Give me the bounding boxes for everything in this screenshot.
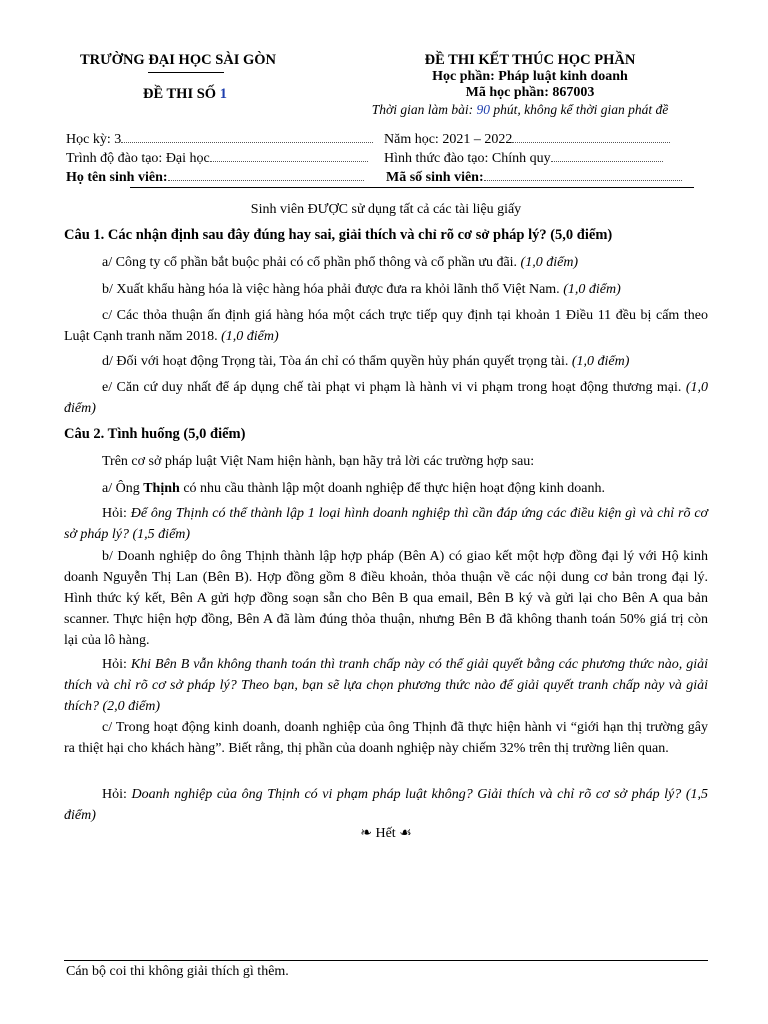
q1-item-d: [64, 351, 708, 372]
q1-c-points: (1,0 điểm): [221, 329, 279, 344]
semester-field: [66, 130, 373, 148]
year-dots: [512, 130, 670, 143]
end-marker: [64, 825, 708, 842]
header-divider: [130, 187, 694, 188]
mode-dots: [551, 149, 663, 162]
q2-b-question: [64, 654, 708, 717]
level-field: [66, 149, 368, 167]
year-text: Năm học: 2021 – 2022: [384, 132, 513, 147]
school-name: TRƯỜNG ĐẠI HỌC SÀI GÒN: [80, 52, 277, 68]
question-1-title: Câu 1. Các nhận định sau đây đúng hay sai, giải thích và chỉ rõ cơ sở pháp lý? (5,0 điểm): [64, 227, 613, 243]
footer-note: Cán bộ coi thi không giải thích gì thêm.: [66, 964, 289, 979]
student-id-field: [386, 168, 682, 186]
q1-item-c: [64, 305, 708, 347]
q2-c-ask-text: Doanh nghiệp của ông Thịnh có vi phạm pháp luật không? Giải thích và chỉ rõ cơ sở pháp lý? (1,5 điểm): [64, 787, 709, 823]
exam-duration: [360, 102, 680, 118]
q1-item-b: [64, 279, 708, 300]
mode-text: Hình thức đào tạo: Chính quy: [384, 151, 551, 166]
q2-b-ask-text: Khi Bên B vẫn không thanh toán thì tranh chấp này có thể giải quyết bằng các phương thức nào, giải thích và chỉ rõ cơ sở pháp lý? Theo bạn, bạn sẽ lựa chọn phương thức nào để giải quyết tranh chấp này và giải thích? (2,0 điểm): [64, 657, 709, 714]
student-name-field: [66, 168, 364, 186]
student-name-label: Họ tên sinh viên:: [66, 170, 168, 185]
duration-label: Thời gian làm bài:: [371, 102, 477, 117]
q2-item-b: b/ Doanh nghiệp do ông Thịnh thành lập hợp pháp (Bên A) có giao kết một hợp đồng đại lý với Hộ kinh doanh Nguyễn Thị Lan (Bên B). Hợp đồng gồm 8 điều khoản, thỏa thuận về các nội dung cơ bản trong đại lý. Hình thức ký kết, Bên A gửi hợp đồng soạn sẵn cho Bên B qua email, Bên B ký và gửi lại cho Bên A qua bản scanner. Thực hiện hợp đồng, Bên A đã làm đúng thỏa thuận, nhưng Bên B đã không thanh toán 50% giá trị còn lại của lô hàng.: [64, 549, 708, 648]
level-dots: [210, 149, 368, 162]
materials-note: Sinh viên ĐƯỢC sử dụng tất cả các tài liệu giấy: [250, 202, 522, 217]
right-ornament-icon: ☙: [399, 826, 412, 841]
course-name: Học phần: Pháp luật kinh doanh: [432, 69, 628, 84]
q1-item-a: [64, 252, 708, 273]
duration-note: phút, không kể thời gian phát đề: [490, 102, 669, 117]
q1-c-text: c/ Các thỏa thuận ấn định giá hàng hóa một cách trực tiếp quy định tại khoản 1 Điều 11 đều bị cấm theo Luật Cạnh tranh năm 2018.: [64, 308, 708, 344]
q2-a-post: có nhu cầu thành lập một doanh nghiệp để thực hiện hoạt động kinh doanh.: [179, 481, 605, 496]
student-id-label: Mã số sinh viên:: [386, 170, 484, 185]
q1-b-text: b/ Xuất khẩu hàng hóa là việc hàng hóa phải được đưa ra khỏi lãnh thổ Việt Nam.: [102, 282, 564, 297]
footer-divider: [64, 960, 708, 961]
duration-value: 90: [476, 102, 491, 117]
q2-a-name: Thịnh: [143, 481, 180, 496]
semester-text: Học kỳ: 3: [66, 132, 122, 147]
q1-d-text: d/ Đối với hoạt động Trọng tài, Tòa án chỉ có thẩm quyền hủy phán quyết trọng tài.: [102, 354, 572, 369]
exam-number: [143, 86, 227, 103]
student-name-dots: [168, 168, 364, 181]
exam-title: ĐỀ THI KẾT THÚC HỌC PHẦN: [424, 52, 636, 68]
q2-b-ask-label: Hỏi:: [102, 657, 131, 672]
q2-a-pre: a/ Ông: [102, 481, 144, 496]
q1-d-points: (1,0 điểm): [571, 354, 630, 369]
end-label: Hết: [375, 826, 396, 841]
q2-a-ask-label: Hỏi:: [102, 506, 131, 521]
mode-field: [384, 149, 663, 167]
question-2-title: Câu 2. Tình huống (5,0 điểm): [64, 426, 246, 442]
q1-e-points: (1,0 điểm): [64, 380, 708, 416]
student-id-dots: [484, 168, 682, 181]
q1-a-text: a/ Công ty cổ phần bắt buộc phải có cổ phần phổ thông và cổ phần ưu đãi.: [102, 255, 521, 270]
school-underline: [148, 72, 224, 73]
course-code: Mã học phần: 867003: [465, 85, 595, 100]
q1-b-points: (1,0 điểm): [563, 282, 621, 297]
q2-item-a: [64, 478, 708, 499]
semester-dots: [121, 130, 373, 143]
exam-number-value: 1: [219, 86, 227, 102]
level-text: Trình độ đào tạo: Đại học: [66, 151, 210, 166]
q1-e-text: e/ Căn cứ duy nhất để áp dụng chế tài phạt vi phạm là hành vi vi phạm trong hoạt động thương mại.: [102, 380, 686, 395]
q2-a-ask-text: Để ông Thịnh có thể thành lập 1 loại hình doanh nghiệp thì cần đáp ứng các điều kiện gì và chỉ rõ cơ sở pháp lý? (1,5 điểm): [64, 506, 709, 542]
year-field: [384, 130, 670, 148]
left-ornament-icon: ❧: [360, 826, 372, 841]
exam-number-label: ĐỀ THI SỐ: [143, 86, 220, 102]
q1-a-points: (1,0 điểm): [520, 255, 579, 270]
q2-c-ask-label: Hỏi:: [102, 787, 132, 802]
q1-item-e: [64, 377, 708, 419]
q2-a-question: [64, 503, 708, 545]
q2-c-question: [64, 784, 708, 826]
q2-item-c: c/ Trong hoạt động kinh doanh, doanh nghiệp của ông Thịnh đã thực hiện hành vi “giới hạn thị trường gây ra thiệt hại cho khách hàng”. Biết rằng, thị phần của doanh nghiệp này chiếm 32% trên thị trường liên quan.: [64, 720, 708, 756]
q2-intro: Trên cơ sở pháp luật Việt Nam hiện hành, bạn hãy trả lời các trường hợp sau:: [102, 454, 535, 469]
